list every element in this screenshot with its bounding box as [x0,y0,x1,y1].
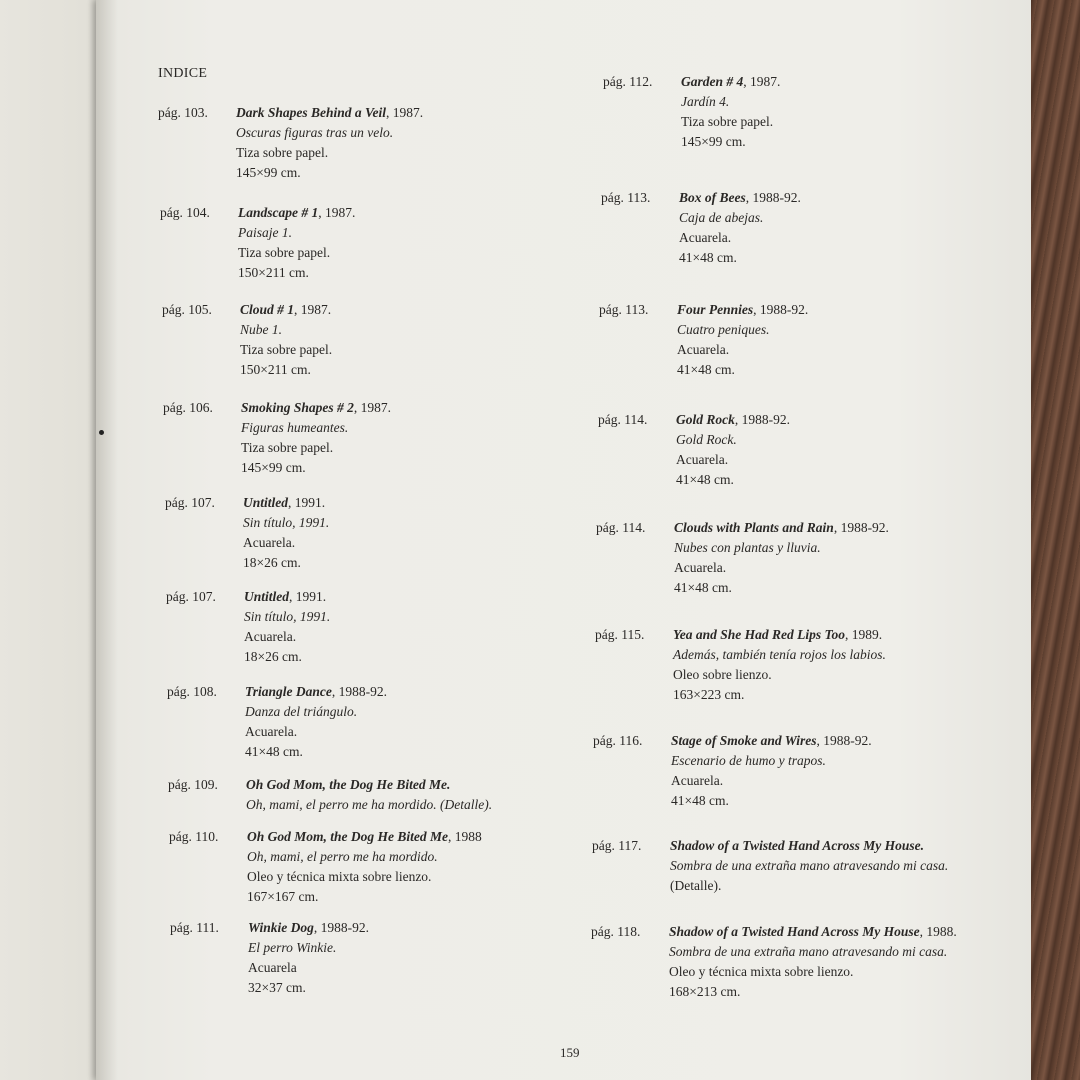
entry-size: 168×213 cm. [669,984,741,999]
entry-size: 150×211 cm. [240,362,311,377]
entry-page-ref: pág. 105. [162,302,212,317]
entry-body [673,625,886,705]
entry-title-line [246,775,492,795]
entry-medium: Acuarela. [674,560,727,575]
entry-translation: Gold Rock. [676,432,737,447]
entry-medium: Acuarela. [679,230,732,245]
entry-translation: Cuatro peniques. [677,322,770,337]
entry-body [241,398,391,478]
entry-page-ref: pág. 112. [603,74,653,89]
entry-year: , 1987. [318,205,356,220]
entry-translation: Además, también tenía rojos los labios. [673,647,886,662]
entry-title-line [681,72,780,92]
index-heading: INDICE [158,66,208,81]
entry-size: 167×167 cm. [247,889,319,904]
entry-translation: Sombra de una extraña mano atravesando mi casa. [670,858,949,873]
entry-size: 41×48 cm. [671,793,729,808]
entry-size: 150×211 cm. [238,265,309,280]
entry-translation: El perro Winkie. [248,940,337,955]
entry-title: Garden # 4 [681,74,744,89]
entry-medium: Oleo y técnica mixta sobre lienzo. [669,964,854,979]
entry-page-ref: pág. 113. [601,190,651,205]
entry-size: 145×99 cm. [236,165,301,180]
entry-size: 41×48 cm. [676,472,734,487]
entry-title-line [240,300,332,320]
entry-title: Stage of Smoke and Wires [671,733,817,748]
entry-page-ref: pág. 109. [168,777,218,792]
entry-translation: Escenario de humo y trapos. [671,753,826,768]
entry-title: Landscape # 1 [238,205,319,220]
entry-title: Untitled [244,589,290,604]
entry-medium: Acuarela. [243,535,296,550]
entry-medium: Tiza sobre papel. [241,440,334,455]
entry-year: , 1987. [294,302,332,317]
entry-title: Gold Rock [676,412,735,427]
entry-page-ref: pág. 106. [163,400,213,415]
entry-page-ref: pág. 103. [158,105,208,120]
entry-title: Clouds with Plants and Rain [674,520,834,535]
entry-medium: Tiza sobre papel. [238,245,331,260]
entry-title: Box of Bees [679,190,746,205]
entry-body [671,731,872,811]
entry-title-line [676,410,790,430]
entry-translation: Figuras humeantes. [241,420,349,435]
entry-body [676,410,790,490]
entry-size: 145×99 cm. [241,460,306,475]
entry-medium: Acuarela. [676,452,729,467]
entry-translation: Oh, mami, el perro me ha mordido. (Detalle). [246,797,493,812]
entry-size: 32×37 cm. [248,980,306,995]
entry-year: , 1987. [386,105,424,120]
entry-page-ref: pág. 118. [591,924,641,939]
entry-title: Winkie Dog [248,920,314,935]
entry-page-ref: pág. 108. [167,684,217,699]
entry-size: 145×99 cm. [681,134,746,149]
entry-size: 163×223 cm. [673,687,745,702]
entry-title-line [236,103,423,123]
entry-page-ref: pág. 107. [165,495,215,510]
entry-size: 41×48 cm. [677,362,735,377]
entry-title: Triangle Dance [245,684,332,699]
entry-page-ref: pág. 107. [166,589,216,604]
entry-body [238,203,355,283]
entry-page-ref: pág. 117. [592,838,642,853]
entry-year: , 1988-92. [313,920,370,935]
binding-hole [99,430,104,435]
entry-page-ref: pág. 114. [596,520,646,535]
entry-body [244,587,330,667]
entry-title-line [245,682,387,702]
entry-page-ref: pág. 104. [160,205,210,220]
entry-medium: Tiza sobre papel. [236,145,329,160]
entry-title: Dark Shapes Behind a Veil [236,105,387,120]
entry-medium: Oleo y técnica mixta sobre lienzo. [247,869,432,884]
entry-page-ref: pág. 114. [598,412,648,427]
entry-title: Yea and She Had Red Lips Too [673,627,846,642]
entry-title: Smoking Shapes # 2 [241,400,354,415]
entry-translation: Paisaje 1. [238,225,292,240]
entry-page-ref: pág. 116. [593,733,643,748]
entry-medium: Acuarela. [244,629,297,644]
entry-title-line [241,398,391,418]
entry-body [246,775,492,815]
entry-title: Untitled [243,495,289,510]
entry-medium: Acuarela [248,960,297,975]
entry-body [669,922,957,1002]
entry-medium: (Detalle). [670,878,722,893]
entry-year: , 1987. [743,74,781,89]
entry-page-ref: pág. 115. [595,627,645,642]
entry-year: , 1989. [845,627,883,642]
entry-medium: Oleo sobre lienzo. [673,667,772,682]
entry-body [240,300,332,380]
entry-medium: Tiza sobre papel. [240,342,333,357]
entry-medium: Acuarela. [677,342,730,357]
entry-page-ref: pág. 111. [170,920,219,935]
entry-title-line [238,203,355,223]
entry-year: , 1988-92. [816,733,872,748]
entry-size: 41×48 cm. [245,744,303,759]
entry-translation: Caja de abejas. [679,210,764,225]
entry-body [236,103,423,183]
entry-year: , 1991. [288,495,326,510]
entry-page-ref: pág. 113. [599,302,649,317]
entry-translation: Sin título, 1991. [244,609,331,624]
entry-medium: Acuarela. [245,724,298,739]
entry-body [670,836,948,896]
entry-page-ref: pág. 110. [169,829,219,844]
entry-size: 18×26 cm. [244,649,302,664]
entry-size: 41×48 cm. [674,580,732,595]
entry-medium: Acuarela. [671,773,724,788]
entry-translation: Sin título, 1991. [243,515,330,530]
entry-body [679,188,801,268]
entry-body [245,682,387,762]
entry-title-line [670,836,948,856]
entry-translation: Nube 1. [240,322,282,337]
entry-title: Oh God Mom, the Dog He Bited Me. [246,777,451,792]
entry-year: , 1991. [289,589,327,604]
entry-title-line [671,731,872,751]
entry-title-line [247,827,482,847]
entry-title-line [673,625,886,645]
entry-translation: Oscuras figuras tras un velo. [236,125,394,140]
entry-title-line [669,922,957,942]
entry-size: 41×48 cm. [679,250,737,265]
entry-year: , 1988-92. [753,302,809,317]
entry-title-line [677,300,808,320]
entry-translation: Jardín 4. [681,94,730,109]
entry-title: Cloud # 1 [240,302,295,317]
entry-title-line [248,918,369,938]
entry-body [243,493,329,573]
entry-year: , 1987. [353,400,392,415]
entry-size: 18×26 cm. [243,555,301,570]
entry-body [674,518,889,598]
entry-medium: Tiza sobre papel. [681,114,774,129]
facing-page-edge [0,0,110,1080]
entry-body [681,72,780,152]
entry-translation: Danza del triángulo. [245,704,358,719]
entry-title-line [674,518,889,538]
entry-body [247,827,482,907]
entry-title-line [679,188,801,208]
entry-body [677,300,808,380]
entry-body [248,918,369,998]
entry-year: , 1988-92. [833,520,889,535]
entry-year: , 1988 [448,829,482,844]
entry-translation: Oh, mami, el perro me ha mordido. [247,849,438,864]
entry-translation: Sombra de una extraña mano atravesando mi casa. [669,944,948,959]
page-number: 159 [560,1045,580,1060]
entry-title: Shadow of a Twisted Hand Across My House. [670,838,925,853]
entry-title: Oh God Mom, the Dog He Bited Me [247,829,448,844]
entry-translation: Nubes con plantas y lluvia. [674,540,821,555]
entry-title: Shadow of a Twisted Hand Across My House [669,924,920,939]
entry-year: , 1988-92. [331,684,387,699]
entry-year: , 1988-92. [745,190,801,205]
entry-title-line [244,587,330,607]
entry-year: , 1988. [919,924,957,939]
entry-title-line [243,493,329,513]
entry-title: Four Pennies [677,302,754,317]
entry-year: , 1988-92. [734,412,790,427]
